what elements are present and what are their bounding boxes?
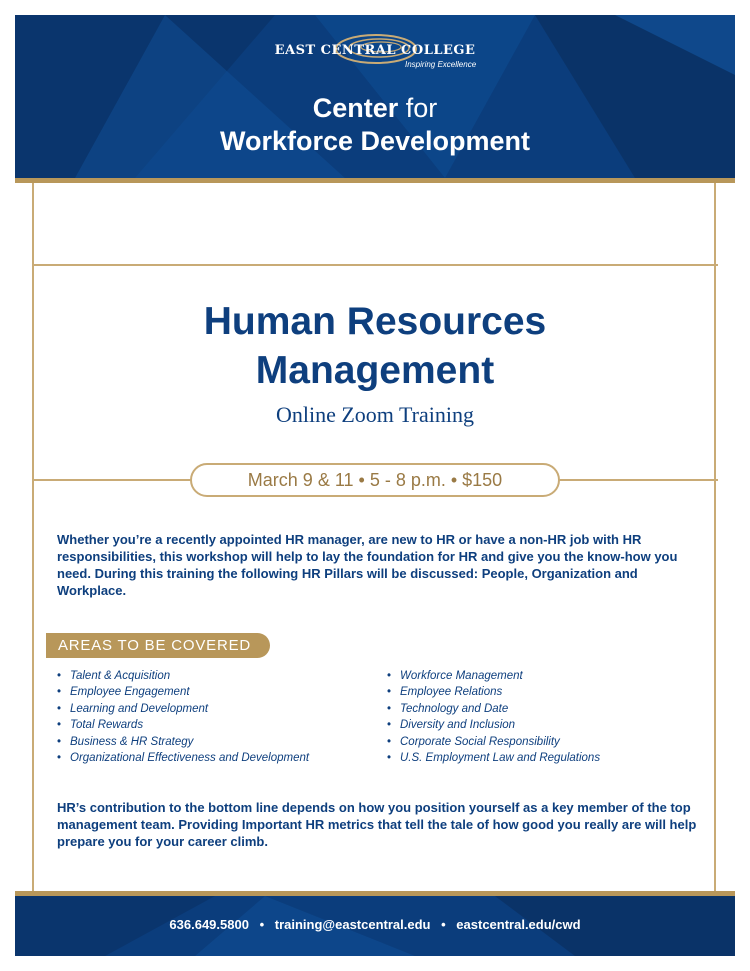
intro-paragraph: Whether you’re a recently appointed HR manager, are new to HR or have a non-HR job with HR responsibilities, this workshop will help to lay the foundation for HR and give you the know-how you need. During this training the following HR Pillars will be discussed: People, Organization and Workplace. xyxy=(57,532,678,598)
course-title-line1: Human Resources xyxy=(203,300,547,343)
closing-paragraph: HR’s contribution to the bottom line depends on how you position yourself as a key member of the top management team. Providing Important HR metrics that tell the tale of how good you really are will help prepare you for your career climb. xyxy=(57,800,697,849)
header-title-center: Center xyxy=(312,93,399,123)
schedule-pill: March 9 & 11 • 5 - 8 p.m. • $150 xyxy=(190,463,560,497)
list-item: • Employee Relations xyxy=(387,684,707,700)
list-item: • Workforce Management xyxy=(387,668,707,684)
divider-top xyxy=(32,264,718,266)
separator: • xyxy=(441,917,446,932)
phone-number[interactable]: 636.649.5800 xyxy=(169,917,249,932)
areas-list-right xyxy=(387,668,707,766)
course-subtitle: Online Zoom Training xyxy=(275,402,474,427)
list-item: • Employee Engagement xyxy=(57,684,377,700)
header-title-line2: Workforce Development xyxy=(219,126,531,156)
separator: • xyxy=(259,917,265,932)
list-item: • Total Rewards xyxy=(57,717,377,733)
header-banner xyxy=(15,15,735,178)
list-item: • Talent & Acquisition xyxy=(57,668,377,684)
college-logo xyxy=(15,43,735,69)
areas-list-left xyxy=(57,668,377,766)
college-name: EAST CENTRAL COLLEGE xyxy=(274,43,476,58)
website-link[interactable]: eastcentral.edu/cwd xyxy=(456,917,581,932)
list-item: • Corporate Social Responsibility xyxy=(387,734,707,750)
contact-line xyxy=(15,917,735,932)
list-item: • Learning and Development xyxy=(57,701,377,717)
header-title-line1 xyxy=(15,93,735,124)
course-title-line2: Management xyxy=(255,349,495,392)
email-link[interactable]: training@eastcentral.edu xyxy=(274,917,431,932)
college-tagline: Inspiring Excellence xyxy=(405,60,477,69)
footer-banner xyxy=(15,896,735,956)
list-item: • Organizational Effectiveness and Development xyxy=(57,750,377,766)
list-item: • Diversity and Inclusion xyxy=(387,717,707,733)
list-item: • U.S. Employment Law and Regulations xyxy=(387,750,707,766)
list-item: • Technology and Date xyxy=(387,701,707,717)
header-title-for: for xyxy=(405,93,438,123)
list-item: • Business & HR Strategy xyxy=(57,734,377,750)
areas-heading: AREAS TO BE COVERED xyxy=(46,633,270,658)
